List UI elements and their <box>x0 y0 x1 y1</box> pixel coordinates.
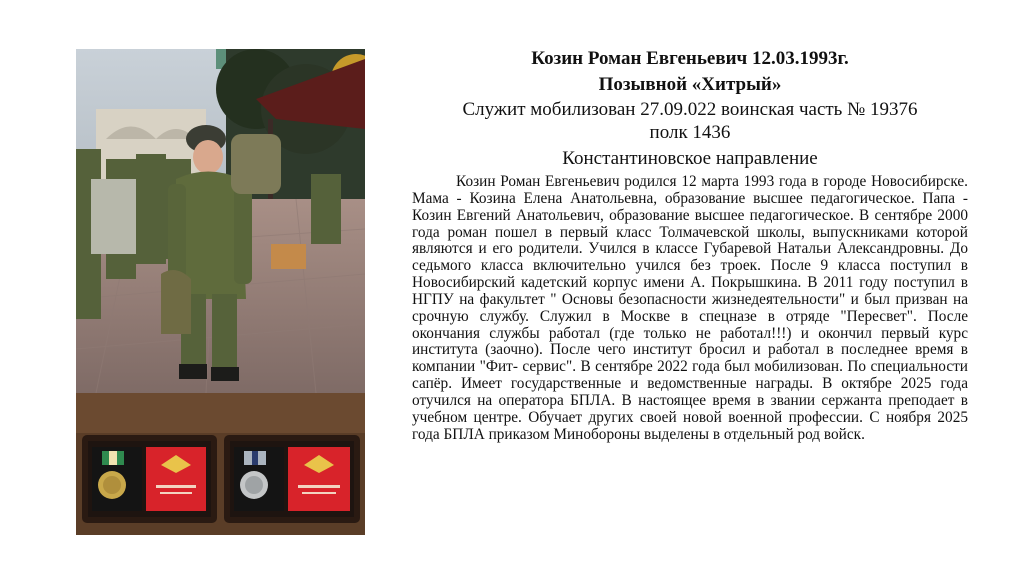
text-column <box>412 46 968 459</box>
soldier-photo-image <box>76 49 365 393</box>
biography-paragraph: Козин Роман Евгеньевич родился 12 марта 1993 года в городе Новосибирске. Мама - Козина Елена Анатольевна, образование высшее педагогическое. Папа - Козин Евгений Анатольевич, образование высшее педагогическое. В сентябре 2000 года роман пошел в первый класс Толмачевской школы, выпускниками которой являются и его родители. Учился в классе Губаревой Натальи Александровны. До седьмого класса включительно учился без троек. После 9 класса поступил в Новосибирский кадетский корпус имени А. Покрышкина. В 2011 году поступил в НГПУ на факультет " Основы безопасности жизнедеятельности" и был призван на срочную службу. Служил в Москве в спецназе в отряде "Пересвет". После окончания службы работал (где только не работал!!!) и окончил первый курс института (заочно). После чего институт бросил и работал в последнее время в компании "Фит- сервис". В сентябре 2022 года был мобилизован. По специальности сапёр. Имеет государственные и ведомственные награды. В октябре 2025 года отучился на оператора БПЛА. В настоящее время в звании сержанта преподает в учебном центре. Обучает других своей новой военной профессии. С ноября 2025 года БПЛА приказом Минобороны выделены в отдельный род войск. <box>412 173 968 443</box>
medals-photo <box>76 393 365 535</box>
direction-line: Константиновское направление <box>562 148 818 169</box>
regiment-line: полк 1436 <box>649 122 731 143</box>
soldier-photo <box>76 49 365 393</box>
callsign-heading: Позывной «Хитрый» <box>598 74 782 95</box>
service-line: Служит мобилизован 27.09.022 воинская часть № 19376 <box>462 99 918 120</box>
medals-photo-image <box>76 393 365 535</box>
name-heading: Козин Роман Евгеньевич 12.03.1993г. <box>531 48 849 69</box>
